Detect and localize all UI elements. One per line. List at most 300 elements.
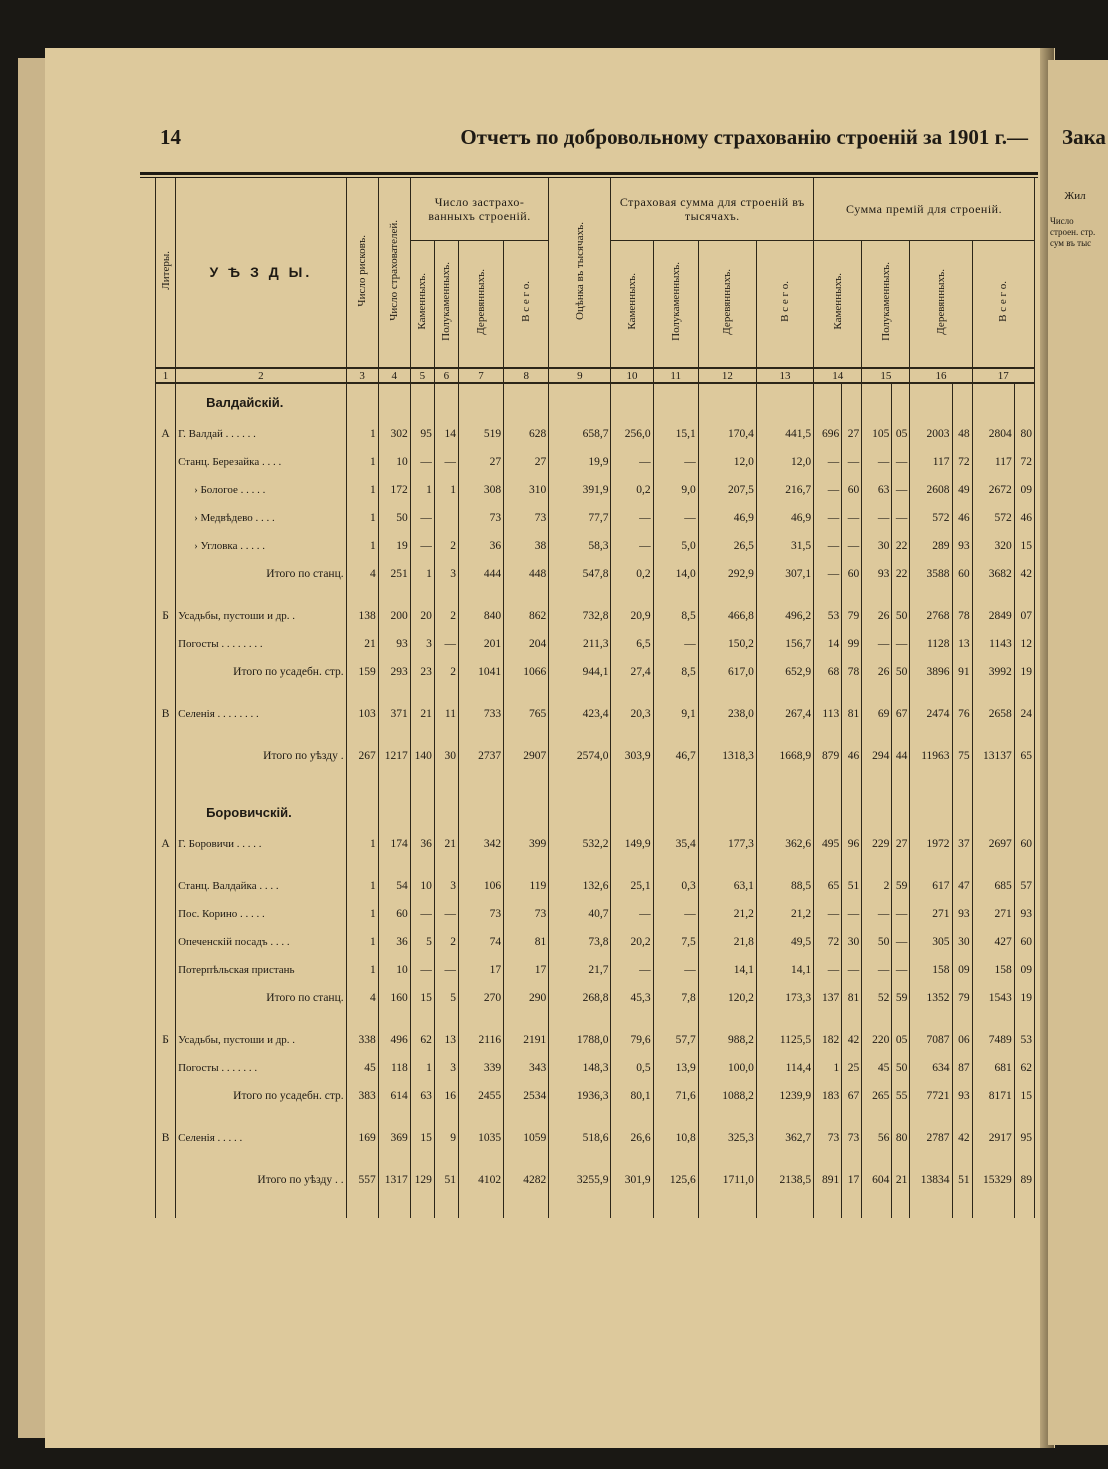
cell [862, 770, 892, 794]
table-row [156, 448, 1035, 476]
data-cell: 91 [952, 658, 972, 686]
data-cell: 879 [814, 742, 842, 770]
table-row [156, 984, 1035, 1012]
cell [410, 1194, 434, 1218]
data-cell: 369 [378, 1124, 410, 1152]
data-cell: 733 [458, 700, 503, 728]
data-cell: 362,6 [756, 830, 813, 858]
data-cell: 383 [346, 1082, 378, 1110]
data-cell: 11 [434, 700, 458, 728]
cell [346, 794, 378, 830]
data-cell: 2697 [972, 830, 1014, 858]
data-cell: — [892, 476, 910, 504]
data-cell: 303,9 [611, 742, 653, 770]
data-cell: 495 [814, 830, 842, 858]
data-cell: — [892, 448, 910, 476]
cell [378, 1012, 410, 1026]
data-cell: 46 [842, 742, 862, 770]
data-cell: 1 [346, 448, 378, 476]
data-cell: 1143 [972, 630, 1014, 658]
cell [972, 794, 1014, 830]
row-name: Селенія . . . . . [176, 1124, 347, 1152]
cell [756, 1194, 813, 1218]
table-row [156, 872, 1035, 900]
litera-cell: А [156, 830, 176, 858]
data-cell: 2138,5 [756, 1166, 813, 1194]
cell [156, 383, 176, 420]
data-cell: 21,8 [698, 928, 756, 956]
spacer-row [156, 1194, 1035, 1218]
data-cell: 17 [458, 956, 503, 984]
data-cell: 49,5 [756, 928, 813, 956]
data-cell: 11963 [910, 742, 952, 770]
cell [653, 686, 698, 700]
data-cell: 93 [952, 1082, 972, 1110]
data-cell: 293 [378, 658, 410, 686]
data-cell: 1 [814, 1054, 842, 1082]
data-cell: 60 [842, 560, 862, 588]
cell [1014, 1110, 1034, 1124]
data-cell: 30 [842, 928, 862, 956]
cell [698, 794, 756, 830]
cell [549, 1110, 611, 1124]
data-cell: 46 [1014, 504, 1034, 532]
cell [156, 686, 176, 700]
table-row [156, 504, 1035, 532]
sub-summa-polukamennykh: Полукаменныхъ. [653, 240, 698, 368]
cell [842, 383, 862, 420]
data-cell: 26,5 [698, 532, 756, 560]
data-cell: — [434, 630, 458, 658]
data-cell: 1936,3 [549, 1082, 611, 1110]
data-cell: 46,7 [653, 742, 698, 770]
data-cell: 1972 [910, 830, 952, 858]
litera-cell [156, 448, 176, 476]
cell [910, 770, 952, 794]
cell [378, 588, 410, 602]
cell [952, 1194, 972, 1218]
cell [1014, 794, 1034, 830]
table-row [156, 1026, 1035, 1054]
data-cell: 46 [952, 504, 972, 532]
data-cell: 2474 [910, 700, 952, 728]
column-number: 10 [611, 368, 653, 383]
data-cell: 14,0 [653, 560, 698, 588]
data-cell: 53 [1014, 1026, 1034, 1054]
cell [756, 1152, 813, 1166]
data-cell: — [862, 504, 892, 532]
table-row [156, 630, 1035, 658]
header-rule-thick [140, 172, 1038, 175]
data-cell: 3 [434, 1054, 458, 1082]
data-cell: — [842, 900, 862, 928]
data-cell: 73 [458, 504, 503, 532]
data-cell: 200 [378, 602, 410, 630]
data-cell: 2534 [504, 1082, 549, 1110]
cell [410, 858, 434, 872]
section-header-row [156, 383, 1035, 420]
litera-cell [156, 984, 176, 1012]
data-cell: 2768 [910, 602, 952, 630]
data-cell: 338 [346, 1026, 378, 1054]
spacer-row [156, 1152, 1035, 1166]
cell [892, 1012, 910, 1026]
data-cell: 1125,5 [756, 1026, 813, 1054]
data-cell: 73 [842, 1124, 862, 1152]
cell [756, 1110, 813, 1124]
cell [892, 686, 910, 700]
cell [892, 728, 910, 742]
cell [910, 1012, 952, 1026]
data-cell: 56 [862, 1124, 892, 1152]
column-number: 6 [434, 368, 458, 383]
table-row [156, 928, 1035, 956]
table-row [156, 420, 1035, 448]
cell [814, 858, 842, 872]
data-cell: 2 [862, 872, 892, 900]
cell [1014, 770, 1034, 794]
data-cell: 216,7 [756, 476, 813, 504]
next-page-fragment [1050, 190, 1100, 249]
data-cell: 80,1 [611, 1082, 653, 1110]
data-cell: 211,3 [549, 630, 611, 658]
data-cell: 2116 [458, 1026, 503, 1054]
cell [842, 770, 862, 794]
data-cell: 1 [346, 830, 378, 858]
data-cell: 125,6 [653, 1166, 698, 1194]
litera-cell [156, 1082, 176, 1110]
data-cell: — [611, 532, 653, 560]
cell [756, 770, 813, 794]
cell [698, 1012, 756, 1026]
data-cell: — [611, 504, 653, 532]
data-cell: 732,8 [549, 602, 611, 630]
cell [972, 1012, 1014, 1026]
cell [698, 770, 756, 794]
data-cell: 2672 [972, 476, 1014, 504]
data-cell: 38 [504, 532, 549, 560]
cell [156, 1110, 176, 1124]
data-cell: 21 [410, 700, 434, 728]
data-cell: 519 [458, 420, 503, 448]
cell [972, 383, 1014, 420]
sub-premiy-derevyannykh: Деревянныхъ. [910, 240, 972, 368]
cell [814, 728, 842, 742]
data-cell: 604 [862, 1166, 892, 1194]
data-cell: 3 [434, 560, 458, 588]
data-cell: 30 [862, 532, 892, 560]
sub-polukamennykh: Полукаменныхъ. [434, 240, 458, 368]
cell [346, 858, 378, 872]
cell [458, 588, 503, 602]
cell [434, 1194, 458, 1218]
data-cell: — [410, 956, 434, 984]
data-cell: 399 [504, 830, 549, 858]
data-cell: 20 [410, 602, 434, 630]
column-number: 15 [862, 368, 910, 383]
data-cell: 81 [842, 984, 862, 1012]
cell [611, 770, 653, 794]
row-name: Погосты . . . . . . . . [176, 630, 347, 658]
data-cell: 339 [458, 1054, 503, 1082]
cell [653, 858, 698, 872]
data-cell: 1041 [458, 658, 503, 686]
data-cell: 50 [378, 504, 410, 532]
data-cell: 1 [410, 476, 434, 504]
sub-kamennykh: Каменныхъ. [410, 240, 434, 368]
data-cell: 3682 [972, 560, 1014, 588]
data-cell: 2787 [910, 1124, 952, 1152]
table-row [156, 1166, 1035, 1194]
data-cell: 10 [378, 956, 410, 984]
data-cell: 26 [862, 658, 892, 686]
data-cell: 10 [410, 872, 434, 900]
data-cell: 65 [814, 872, 842, 900]
data-cell: — [410, 504, 434, 532]
data-cell: 2 [434, 602, 458, 630]
cell [952, 383, 972, 420]
data-cell: 58,3 [549, 532, 611, 560]
data-cell: 9 [434, 1124, 458, 1152]
cell [434, 686, 458, 700]
sub-summa-vsego: В с е г о. [756, 240, 813, 368]
data-cell: 681 [972, 1054, 1014, 1082]
data-cell: 73,8 [549, 928, 611, 956]
cell [756, 858, 813, 872]
data-cell: 2191 [504, 1026, 549, 1054]
data-cell: 988,2 [698, 1026, 756, 1054]
column-number: 12 [698, 368, 756, 383]
data-cell: 1 [346, 532, 378, 560]
data-cell: 5 [410, 928, 434, 956]
data-cell: 8,5 [653, 602, 698, 630]
data-cell: 25,1 [611, 872, 653, 900]
data-cell: 26,6 [611, 1124, 653, 1152]
cell [653, 1012, 698, 1026]
data-cell: 7489 [972, 1026, 1014, 1054]
data-cell: 05 [892, 420, 910, 448]
data-cell: 74 [458, 928, 503, 956]
data-cell: 99 [842, 630, 862, 658]
cell [972, 686, 1014, 700]
data-cell: 93 [862, 560, 892, 588]
cell [458, 858, 503, 872]
data-cell: 62 [410, 1026, 434, 1054]
data-cell: 7087 [910, 1026, 952, 1054]
data-cell: 0,2 [611, 560, 653, 588]
litera-cell [156, 872, 176, 900]
data-cell: 1 [410, 560, 434, 588]
cell [434, 1152, 458, 1166]
cell [862, 1194, 892, 1218]
data-cell: 5 [434, 984, 458, 1012]
cell [410, 728, 434, 742]
next-page [1048, 60, 1108, 1445]
data-cell: 120,2 [698, 984, 756, 1012]
data-cell: 15 [410, 1124, 434, 1152]
row-name: Итого по уѣзду . . [176, 1166, 347, 1194]
litera-cell [156, 1054, 176, 1082]
data-cell: 73 [814, 1124, 842, 1152]
data-cell: 290 [504, 984, 549, 1012]
data-cell: — [653, 504, 698, 532]
cell [504, 383, 549, 420]
col-otsenka: Оцѣнка въ тысячахъ. [549, 178, 611, 368]
data-cell: 3 [434, 872, 458, 900]
table-row [156, 700, 1035, 728]
cell [814, 770, 842, 794]
data-cell: 76 [952, 700, 972, 728]
data-cell: 343 [504, 1054, 549, 1082]
data-cell: 628 [504, 420, 549, 448]
data-cell: 68 [814, 658, 842, 686]
data-cell: 57,7 [653, 1026, 698, 1054]
data-cell: 57 [1014, 872, 1034, 900]
cell [952, 794, 972, 830]
row-name: Г. Боровичи . . . . . [176, 830, 347, 858]
data-cell: 207,5 [698, 476, 756, 504]
cell [156, 1012, 176, 1026]
data-cell: — [410, 448, 434, 476]
cell [549, 794, 611, 830]
spacer-row [156, 588, 1035, 602]
cell [842, 728, 862, 742]
cell [549, 588, 611, 602]
row-name: Пос. Корино . . . . . [176, 900, 347, 928]
litera-cell [156, 504, 176, 532]
data-cell: 1668,9 [756, 742, 813, 770]
cell [378, 1152, 410, 1166]
cell [346, 1152, 378, 1166]
data-cell: 117 [972, 448, 1014, 476]
data-cell: 173,3 [756, 984, 813, 1012]
cell [458, 383, 503, 420]
data-cell: 696 [814, 420, 842, 448]
data-cell: 342 [458, 830, 503, 858]
data-cell: 79 [842, 602, 862, 630]
data-cell: 30 [952, 928, 972, 956]
data-cell: 307,1 [756, 560, 813, 588]
cell [862, 1110, 892, 1124]
spacer-row [156, 686, 1035, 700]
cell [549, 686, 611, 700]
cell [176, 1110, 347, 1124]
litera-cell [156, 928, 176, 956]
data-cell: 42 [1014, 560, 1034, 588]
data-cell: 31,5 [756, 532, 813, 560]
data-cell: 3992 [972, 658, 1014, 686]
cell [862, 686, 892, 700]
data-cell: 4102 [458, 1166, 503, 1194]
table-row [156, 830, 1035, 858]
data-cell: 75 [952, 742, 972, 770]
cell [458, 794, 503, 830]
data-cell: 174 [378, 830, 410, 858]
data-cell: 52 [862, 984, 892, 1012]
data-cell: 81 [842, 700, 862, 728]
data-cell: 21 [434, 830, 458, 858]
cell [862, 588, 892, 602]
data-cell: 1128 [910, 630, 952, 658]
sub-summa-kamennykh: Каменныхъ. [611, 240, 653, 368]
row-name: Станц. Валдайка . . . . [176, 872, 347, 900]
cell [434, 770, 458, 794]
data-cell: 170,4 [698, 420, 756, 448]
cell [892, 1110, 910, 1124]
cell [346, 588, 378, 602]
cell [910, 1110, 952, 1124]
data-cell: — [814, 448, 842, 476]
cell [653, 1110, 698, 1124]
data-cell: 80 [1014, 420, 1034, 448]
litera-cell [156, 900, 176, 928]
data-cell: 50 [892, 658, 910, 686]
row-name: Итого по усадебн. стр. [176, 658, 347, 686]
page-title: Отчетъ по добровольному страхованію строеній за 1901 г.— [460, 125, 1028, 149]
cell [611, 1012, 653, 1026]
data-cell: 2658 [972, 700, 1014, 728]
data-cell: 201 [458, 630, 503, 658]
data-cell: 48 [952, 420, 972, 448]
cell [892, 770, 910, 794]
data-cell: 1239,9 [756, 1082, 813, 1110]
cell [1014, 383, 1034, 420]
data-cell: — [611, 956, 653, 984]
data-cell: 19 [1014, 658, 1034, 686]
litera-cell [156, 658, 176, 686]
data-cell: 1 [346, 476, 378, 504]
data-cell: 496 [378, 1026, 410, 1054]
data-cell: 13834 [910, 1166, 952, 1194]
cell [458, 728, 503, 742]
data-cell: 14,1 [698, 956, 756, 984]
data-cell: 40,7 [549, 900, 611, 928]
data-cell: 13,9 [653, 1054, 698, 1082]
row-name: Погосты . . . . . . . [176, 1054, 347, 1082]
data-cell: 518,6 [549, 1124, 611, 1152]
data-cell: 4 [346, 984, 378, 1012]
data-cell: 532,2 [549, 830, 611, 858]
row-name: Г. Валдай . . . . . . [176, 420, 347, 448]
data-cell: 2 [434, 532, 458, 560]
cell [176, 686, 347, 700]
data-cell: 19,9 [549, 448, 611, 476]
cell [910, 686, 952, 700]
data-cell: 2917 [972, 1124, 1014, 1152]
data-cell: 267,4 [756, 700, 813, 728]
cell [653, 728, 698, 742]
cell [458, 1152, 503, 1166]
data-cell: 72 [814, 928, 842, 956]
data-cell: 444 [458, 560, 503, 588]
data-cell: 21 [892, 1166, 910, 1194]
cell [653, 770, 698, 794]
cell [842, 1012, 862, 1026]
cell [814, 1012, 842, 1026]
data-cell: 20,9 [611, 602, 653, 630]
data-cell: 256,0 [611, 420, 653, 448]
data-cell: 1 [346, 872, 378, 900]
row-name: › Бологое . . . . . [176, 476, 347, 504]
data-cell: 50 [862, 928, 892, 956]
data-cell: 229 [862, 830, 892, 858]
data-cell: 67 [892, 700, 910, 728]
cell [434, 588, 458, 602]
data-cell: 73 [504, 504, 549, 532]
cell [862, 383, 892, 420]
data-cell: 36 [378, 928, 410, 956]
cell [611, 728, 653, 742]
